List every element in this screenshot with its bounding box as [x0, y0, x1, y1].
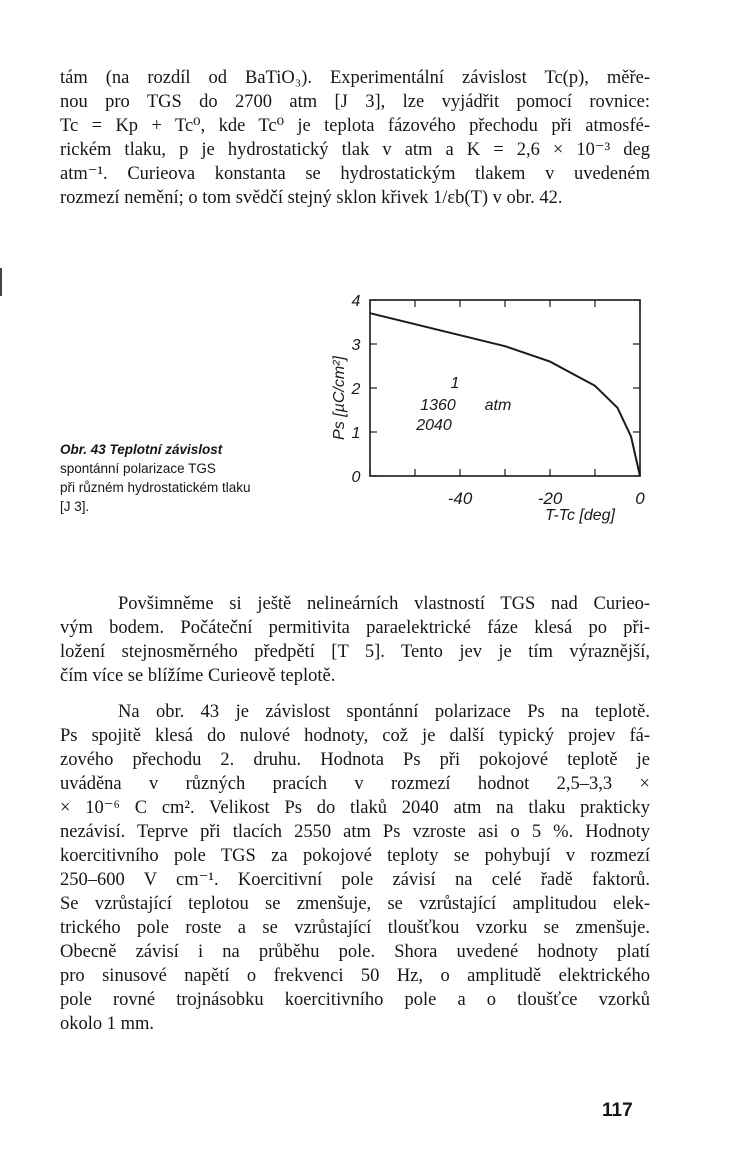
- page-number: 117: [602, 1100, 633, 1121]
- text-line: tám (na rozdíl od BaTiO₃). Experimentální závislost Tc(p), měře-: [60, 68, 650, 88]
- series-label: 1360: [420, 397, 456, 414]
- scan-edge-mark: [0, 268, 2, 296]
- text-line: okolo 1 mm.: [60, 1014, 155, 1034]
- caption-line: Obr. 43 Teplotní závislost: [60, 442, 223, 457]
- plot-frame: [370, 300, 640, 476]
- y-tick-label: 0: [351, 469, 361, 486]
- text-line: Tc = Kp + Tc⁰, kde Tc⁰ je teplota fázového přechodu při atmosfé-: [60, 116, 650, 136]
- text-line: 250–600 V cm⁻¹. Koercitivní pole závisí na celé řadě faktorů.: [60, 870, 650, 890]
- x-tick-label: 0: [635, 489, 645, 508]
- series-label: 2040: [416, 417, 452, 434]
- y-tick-label: 1: [351, 425, 361, 442]
- caption-line: při různém hydrostatickém tlaku: [60, 480, 251, 495]
- text-line: nezávisí. Teprve při tlacích 2550 atm Ps vzroste asi o 5 %. Hodnoty: [60, 822, 650, 842]
- text-line: Obecně závisí i na průběhu pole. Shora uvedené hodnoty platí: [60, 942, 650, 962]
- text-line: ložení stejnosměrného předpětí [T 5]. Tento jev je tím výraznější,: [60, 642, 650, 662]
- y-tick-label: 2: [351, 381, 361, 398]
- text-line: Ps spojitě klesá do nulové hodnoty, což je další typický projev fá-: [60, 726, 650, 746]
- paragraph-bottom: [60, 700, 650, 1036]
- text-line: čím více se blížíme Curieově teplotě.: [60, 666, 336, 686]
- chart-ticks: [370, 300, 640, 476]
- text-line: zového přechodu 2. druhu. Hodnota Ps při pokojové teplotě je: [60, 750, 650, 770]
- text-line: uváděna v různých pracích v rozmezí hodnot 2,5–3,3 ×: [60, 774, 650, 794]
- x-tick-label: -40: [447, 489, 473, 508]
- text-line: koercitivního pole TGS za pokojové teploty se pohybují v rozmezí: [60, 846, 650, 866]
- ps-curve: [370, 313, 640, 476]
- figure-caption: [60, 440, 305, 516]
- text-line: pro sinusové napětí o frekvenci 50 Hz, o amplitudě elektrického: [60, 966, 650, 986]
- series-label: atm: [484, 397, 512, 414]
- y-tick-label: 4: [351, 293, 361, 310]
- text-line: rickém tlaku, p je hydrostatický tlak v atm a K = 2,6 × 10⁻³ deg: [60, 140, 650, 160]
- y-tick-label: 3: [351, 337, 361, 354]
- text-line: Na obr. 43 je závislost spontánní polarizace Ps na teplotě.: [118, 702, 650, 722]
- paragraph-mid: [60, 592, 650, 688]
- caption-line: spontánní polarizace TGS: [60, 461, 216, 476]
- paragraph-top: [60, 66, 650, 210]
- text-line: × 10⁻⁶ C cm². Velikost Ps do tlaků 2040 atm na tlaku prakticky: [60, 798, 650, 818]
- text-line: atm⁻¹. Curieova konstanta se hydrostatickým tlakem v uvedeném: [60, 164, 650, 184]
- series-label: 1: [450, 375, 460, 392]
- text-line: vým bodem. Počáteční permitivita paraelektrické fáze klesá po při-: [60, 618, 650, 638]
- x-axis-label: T-Tc [deg]: [545, 507, 615, 524]
- text-line: trického pole roste a se vzrůstající tloušťkou vzorku se zmenšuje.: [60, 918, 650, 938]
- text-line: Se vzrůstající teplotou se zmenšuje, se vzrůstající amplitudou elek-: [60, 894, 650, 914]
- y-axis-label: Ps [µC/cm²]: [331, 356, 348, 440]
- polarization-chart: [330, 280, 660, 540]
- text-line: Povšimněme si ještě nelineárních vlastností TGS nad Curieo-: [118, 594, 650, 614]
- text-line: rozmezí nemění; o tom svědčí stejný sklon křivek 1/εb(T) v obr. 42.: [60, 188, 563, 208]
- caption-line: [J 3].: [60, 499, 90, 514]
- text-line: nou pro TGS do 2700 atm [J 3], lze vyjádřit pomocí rovnice:: [60, 92, 650, 112]
- chart-frame: [370, 300, 640, 476]
- x-tick-label: -20: [537, 489, 563, 508]
- text-line: pole rovné trojnásobku koercitivního pole a o tloušťce vzorků: [60, 990, 650, 1010]
